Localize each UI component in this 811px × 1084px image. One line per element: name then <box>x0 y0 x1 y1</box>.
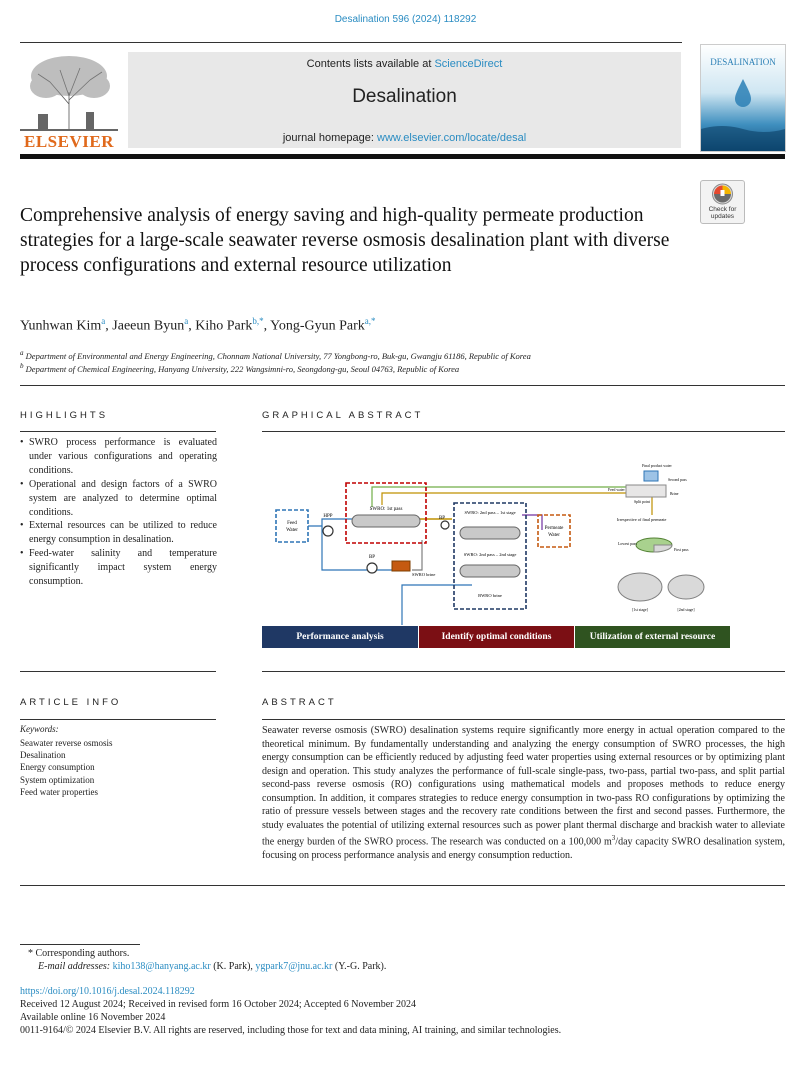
elsevier-wordmark: ELSEVIER <box>24 132 114 151</box>
highlight-item: • SWRO process performance is evaluated under various configurations and operating conditions. <box>20 436 217 478</box>
email-link[interactable]: kiho138@hanyang.ac.kr <box>112 961 211 972</box>
graphical-abstract-figure[interactable] <box>262 445 732 655</box>
homepage-link[interactable]: www.elsevier.com/locate/desal <box>377 132 527 144</box>
keyword-item[interactable]: Energy consumption <box>20 762 95 773</box>
author-name[interactable]: Yunhwan Kim <box>20 318 102 334</box>
erd-icon <box>392 561 410 571</box>
pump-icon <box>323 526 333 536</box>
keyword-item[interactable]: System optimization <box>20 774 95 785</box>
permeate-water-box <box>538 515 570 547</box>
corresponding-note <box>28 947 386 960</box>
sciencedirect-link[interactable]: ScienceDirect <box>434 58 503 70</box>
email-link[interactable]: ygpark7@jnu.ac.kr <box>255 961 333 972</box>
highlights-list <box>20 436 217 589</box>
author-list <box>20 316 376 335</box>
split-point-label: Split point <box>634 500 650 504</box>
pump-icon <box>367 563 377 573</box>
received-dates: Received 12 August 2024; Received in revised form 16 October 2024; Accepted 6 November 2024 <box>20 999 417 1010</box>
swro-brine-label: SWRO brine <box>412 572 436 577</box>
split-diagram <box>626 485 666 497</box>
feed-water-label: Feed <box>287 521 297 526</box>
keyword-item[interactable]: Desalination <box>20 750 66 761</box>
graphical-abstract-heading: GRAPHICAL ABSTRACT <box>262 410 424 421</box>
footnotes <box>28 947 386 973</box>
homepage-line <box>128 132 681 144</box>
available-online: Available online 16 November 2024 <box>20 1012 166 1023</box>
final-product-label: Final product water <box>642 464 672 468</box>
affiliation-mark: b <box>20 362 24 370</box>
highlight-item: • Operational and design factors of a SWRO system are analyzed to determine optimal conditions. <box>20 478 217 520</box>
author-affiliation-mark[interactable]: a <box>184 316 189 326</box>
author-name[interactable]: Kiho Park <box>195 318 253 334</box>
abstract-body: Seawater reverse osmosis (SWRO) desalination systems require significantly more energy in actual operation compared to the theoretical minimum. By fundamentally understanding and analyzing the energy consumption of SWRO processes, the high energy consumption can be efficiently reduced by adjusting feed water properties using external resources or by optimizing plant design and operation. This study analyzes the performance of full-scale single-pass, two-pass, partial two-pass, and split partial second-pass reverse osmosis (RO) configurations using mathematical models and proposes methods to reduce energy consumption. In addition, it compares strategies to reduce energy consumption in two-pass RO configurations by optimizing the ratio of pressure vessels between stages and the recovery rate conditions between the first and second passes. Furthermore, the study evaluates the potential of utilizing external resources such as power plant thermal discharge and brackish water to alleviate the energy burden of the SWRO process. The research was conducted on a 100,000 $m^3$/day capacity SWRO desalination system, focusing on process performance analysis and energy consumption reduction. <box>262 725 785 861</box>
journal-cover-image <box>700 44 786 152</box>
abstract-rule <box>262 719 785 720</box>
highlights-heading: HIGHLIGHTS <box>20 410 109 421</box>
band-utilization-external-resource: Utilization of external resource <box>575 626 730 648</box>
corresponding-text: Corresponding authors. <box>35 948 130 959</box>
swro-first-pass-label: SWRO: 1st pass <box>369 507 403 512</box>
journal-header <box>128 52 681 148</box>
author-affiliation-mark[interactable]: a,* <box>364 316 376 326</box>
author-name[interactable]: Yong-Gyun Park <box>270 318 365 334</box>
contents-prefix: Contents lists available at <box>306 58 435 70</box>
band-performance-analysis: Performance analysis <box>262 626 418 648</box>
graphical-abstract-bottom-rule <box>262 671 785 672</box>
swro-second-pass-stage2-label: SWRO: 2nd pass – 2nd stage <box>463 552 517 557</box>
highlights-rule <box>20 431 216 432</box>
pressure-vessel-icon <box>460 565 520 577</box>
check-updates-line1: Check for <box>708 206 737 213</box>
asterisk-mark: * <box>28 948 36 959</box>
stage2-label: [2nd stage] <box>677 608 695 612</box>
affiliation-text: Department of Environmental and Energy Engineering, Chonnam National University, 77 Yongbong-ro, Buk-gu, Gwangju 61186, Republic of Korea <box>25 350 531 361</box>
affiliation-mark: a <box>20 349 24 357</box>
feed-water-small-label: Feed water <box>608 488 625 492</box>
band-identify-optimal-conditions: Identify optimal conditions <box>419 626 574 648</box>
author-affiliation-mark[interactable]: a <box>101 316 106 326</box>
keywords-label: Keywords: <box>20 724 59 734</box>
affiliation-b <box>20 362 459 374</box>
journal-name: Desalination <box>352 86 457 107</box>
highlight-item: • External resources can be utilized to reduce energy consumption in desalination. <box>20 519 217 547</box>
journal-citation[interactable]: Desalination 596 (2024) 118292 <box>334 14 477 25</box>
header-rule <box>20 42 682 43</box>
pump-icon <box>441 521 449 529</box>
keyword-item[interactable]: Seawater reverse osmosis <box>20 738 113 748</box>
author-separator: , <box>263 318 271 334</box>
lowest-pass-label: Lowest pass <box>618 542 637 546</box>
article-info-heading: ARTICLE INFO <box>20 697 122 708</box>
contents-line <box>128 58 681 70</box>
affiliation-text: Department of Chemical Engineering, Hanyang University, 222 Wangsimni-ro, Seongdong-gu, Seoul 04763, Republic of Korea <box>25 363 460 374</box>
highlight-item: • Feed-water salinity and temperature significantly impact system energy consumption. <box>20 547 217 589</box>
bwro-brine-label: BWRO brine <box>478 593 502 598</box>
permeate-label: Permeate <box>544 526 564 531</box>
abstract-bottom-rule <box>20 885 785 886</box>
author-separator: , <box>188 318 196 334</box>
stage1-label: [1st stage] <box>632 608 648 612</box>
graphical-abstract-rule <box>262 431 785 432</box>
irrespective-label: Irrespective of final permeate <box>617 517 667 522</box>
email-owner: (Y.-G. Park). <box>332 961 387 972</box>
second-pass-label: Second pass <box>668 478 687 482</box>
article-footer <box>20 985 561 1037</box>
check-updates-icon <box>701 181 744 207</box>
section-rule <box>20 385 785 386</box>
feed-water-box <box>276 510 308 542</box>
product-water-icon <box>644 471 658 481</box>
homepage-prefix: journal homepage: <box>282 132 377 144</box>
first-pass-label: First pass <box>674 548 689 552</box>
bp-label: BP <box>368 555 376 560</box>
email-label: E-mail addresses: <box>38 961 113 972</box>
footnote-rule <box>20 944 140 945</box>
check-updates-line2: updates <box>710 213 735 220</box>
abstract-heading: ABSTRACT <box>262 697 337 708</box>
hpp-label: HPP <box>323 514 333 519</box>
copyright-notice: 0011-9164/© 2024 Elsevier B.V. All rights are reserved, including those for text and data mining, AI training, and similar technologies. <box>20 1025 562 1036</box>
header-thick-rule <box>20 154 785 159</box>
check-for-updates-button[interactable] <box>700 180 745 224</box>
email-owner: (K. Park), <box>210 961 256 972</box>
affiliation-a <box>20 349 531 361</box>
membrane-stage2-icon <box>668 575 704 599</box>
pressure-vessel-icon <box>352 515 420 527</box>
swro-first-pass-box <box>346 483 426 543</box>
check-updates-label <box>701 206 744 220</box>
bp-label: BP <box>438 516 446 521</box>
keyword-item[interactable]: Feed water properties <box>20 786 98 797</box>
membrane-stage1-icon <box>618 573 662 601</box>
pressure-vessel-icon <box>460 527 520 539</box>
author-name[interactable]: Jaeeun Byun <box>112 318 185 334</box>
brine-label: Brine <box>670 492 679 496</box>
doi-link[interactable]: https://doi.org/10.1016/j.desal.2024.118292 <box>20 986 195 997</box>
highlights-bottom-rule <box>20 671 216 672</box>
article-title: Comprehensive analysis of energy saving and high-quality permeate production strategies for a large-scale seawater reverse osmosis desalination plant with diverse process configurations and external resource utilization <box>20 205 670 276</box>
email-line <box>28 960 386 973</box>
feed-water-label: Water <box>286 528 298 533</box>
swro-second-pass-stage1-label: SWRO: 2nd pass – 1st stage <box>464 510 516 515</box>
keywords-list <box>20 737 112 798</box>
cover-title: DESALINATION <box>710 57 776 67</box>
article-info-rule <box>20 719 216 720</box>
author-affiliation-mark[interactable]: b,* <box>252 316 264 326</box>
author-separator: , <box>105 318 113 334</box>
permeate-label: Water <box>548 533 560 538</box>
